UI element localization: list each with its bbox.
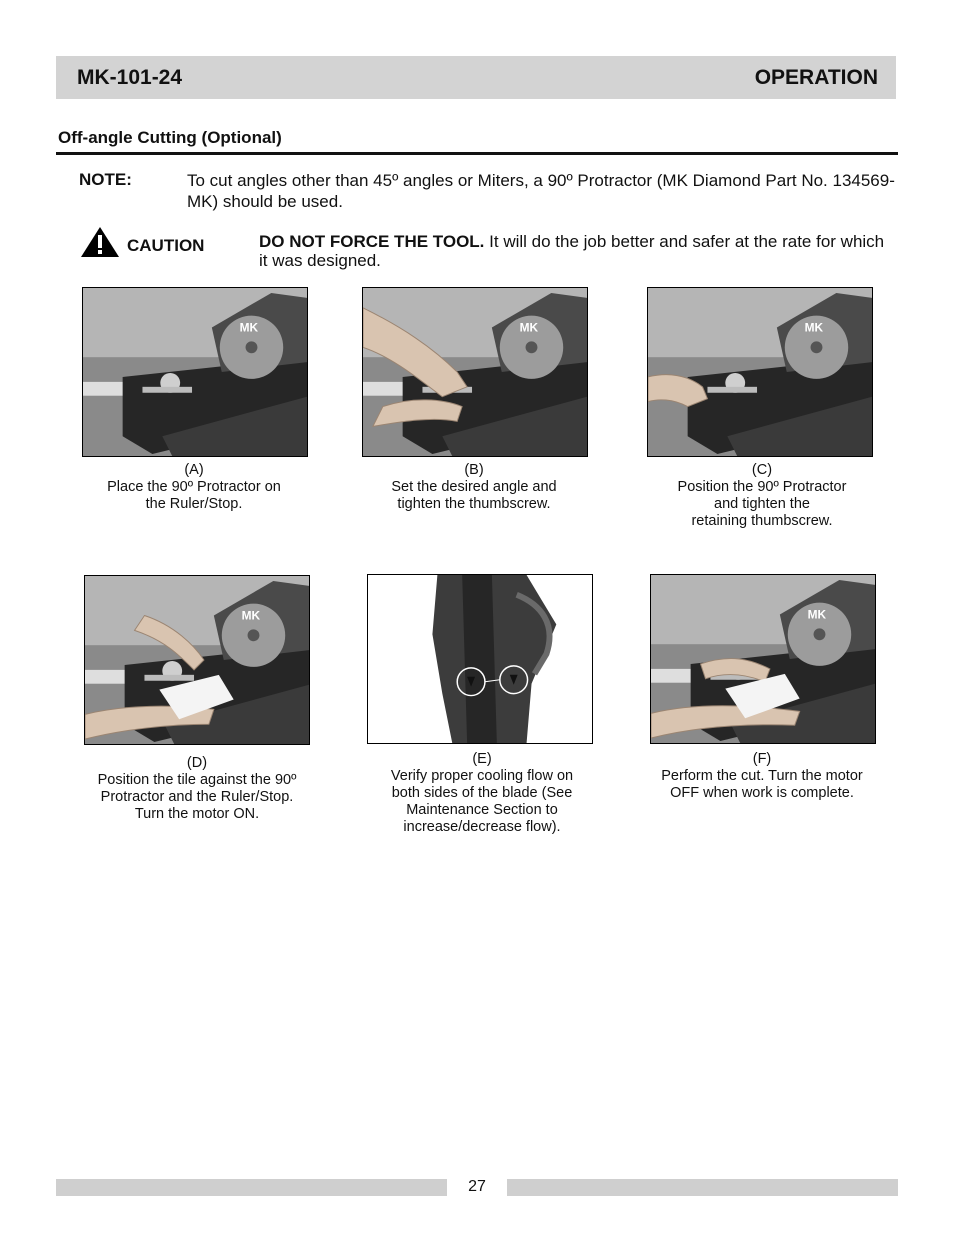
caption-line: OFF when work is complete. xyxy=(670,785,854,801)
tile-saw-illustration xyxy=(648,288,872,456)
caption-line: retaining thumbscrew. xyxy=(691,513,833,529)
page-number: 27 xyxy=(468,1178,486,1195)
caption-id: (F) xyxy=(752,751,772,767)
caption-line: Position the 90º Protractor xyxy=(677,479,847,495)
caption-line: both sides of the blade (See xyxy=(391,785,573,801)
tile-saw-illustration xyxy=(83,288,307,456)
caption-line: Set the desired angle and xyxy=(391,479,557,495)
tile-saw-illustration xyxy=(85,576,309,744)
caption-f xyxy=(637,751,887,802)
section-title: Off-angle Cutting (Optional) xyxy=(58,128,282,147)
tile-saw-illustration xyxy=(363,288,587,456)
caption-line: increase/decrease flow). xyxy=(403,819,561,835)
blade-guard-illustration xyxy=(368,575,592,743)
mk-logo: MK xyxy=(519,320,539,335)
mk-logo: MK xyxy=(239,320,259,335)
caption-id: (B) xyxy=(464,462,484,478)
note-label: NOTE: xyxy=(79,170,132,189)
tile-saw-illustration xyxy=(651,575,875,743)
caption-id: (C) xyxy=(751,462,773,478)
caution-text xyxy=(259,232,889,270)
mk-logo: MK xyxy=(807,607,827,622)
note-text: To cut angles other than 45º angles or Miters, a 90º Protractor (MK Diamond Part No. 134569-MK) should be used. xyxy=(187,171,895,211)
caption-line: Maintenance Section to xyxy=(406,802,558,818)
caption-line: Perform the cut. Turn the motor xyxy=(661,768,863,784)
caption-line: Protractor and the Ruler/Stop. xyxy=(100,789,294,805)
caption-line: Place the 90º Protractor on xyxy=(107,479,281,495)
caption-b xyxy=(350,462,598,513)
caption-line: Position the tile against the 90º xyxy=(97,772,297,788)
mk-logo: MK xyxy=(804,320,824,335)
caption-a xyxy=(70,462,318,513)
header-bar xyxy=(56,56,896,99)
photo-f-perform-cut xyxy=(650,574,876,744)
section-heading: OPERATION xyxy=(754,65,878,89)
photo-e-cooling-flow xyxy=(367,574,593,744)
caption-line: Turn the motor ON. xyxy=(134,806,260,822)
warning-triangle-icon xyxy=(80,226,120,258)
model-title: MK-101-24 xyxy=(77,65,183,89)
footer-bar-left xyxy=(56,1179,447,1196)
caption-line: the Ruler/Stop. xyxy=(145,496,243,512)
photo-d-position-tile xyxy=(84,575,310,745)
caution-bold-text: DO NOT FORCE THE TOOL. xyxy=(259,232,485,251)
photo-a-place-protractor xyxy=(82,287,308,457)
caption-d xyxy=(72,755,322,823)
caption-e xyxy=(357,751,607,836)
caution-body-text: It will do the job better and safer at the rate for which it was designed. xyxy=(259,232,885,270)
mk-logo: MK xyxy=(241,608,261,623)
caption-c xyxy=(638,462,886,530)
caption-id: (E) xyxy=(472,751,492,767)
caption-line: and tighten the xyxy=(714,496,810,512)
caption-line: tighten the thumbscrew. xyxy=(397,496,551,512)
photo-b-set-angle xyxy=(362,287,588,457)
caption-line: Verify proper cooling flow on xyxy=(390,768,574,784)
caption-id: (A) xyxy=(184,462,204,478)
section-divider xyxy=(56,152,898,155)
footer-bar-right xyxy=(507,1179,898,1196)
photo-c-position-protractor xyxy=(647,287,873,457)
caution-label: CAUTION xyxy=(127,236,205,255)
caption-id: (D) xyxy=(186,755,208,771)
